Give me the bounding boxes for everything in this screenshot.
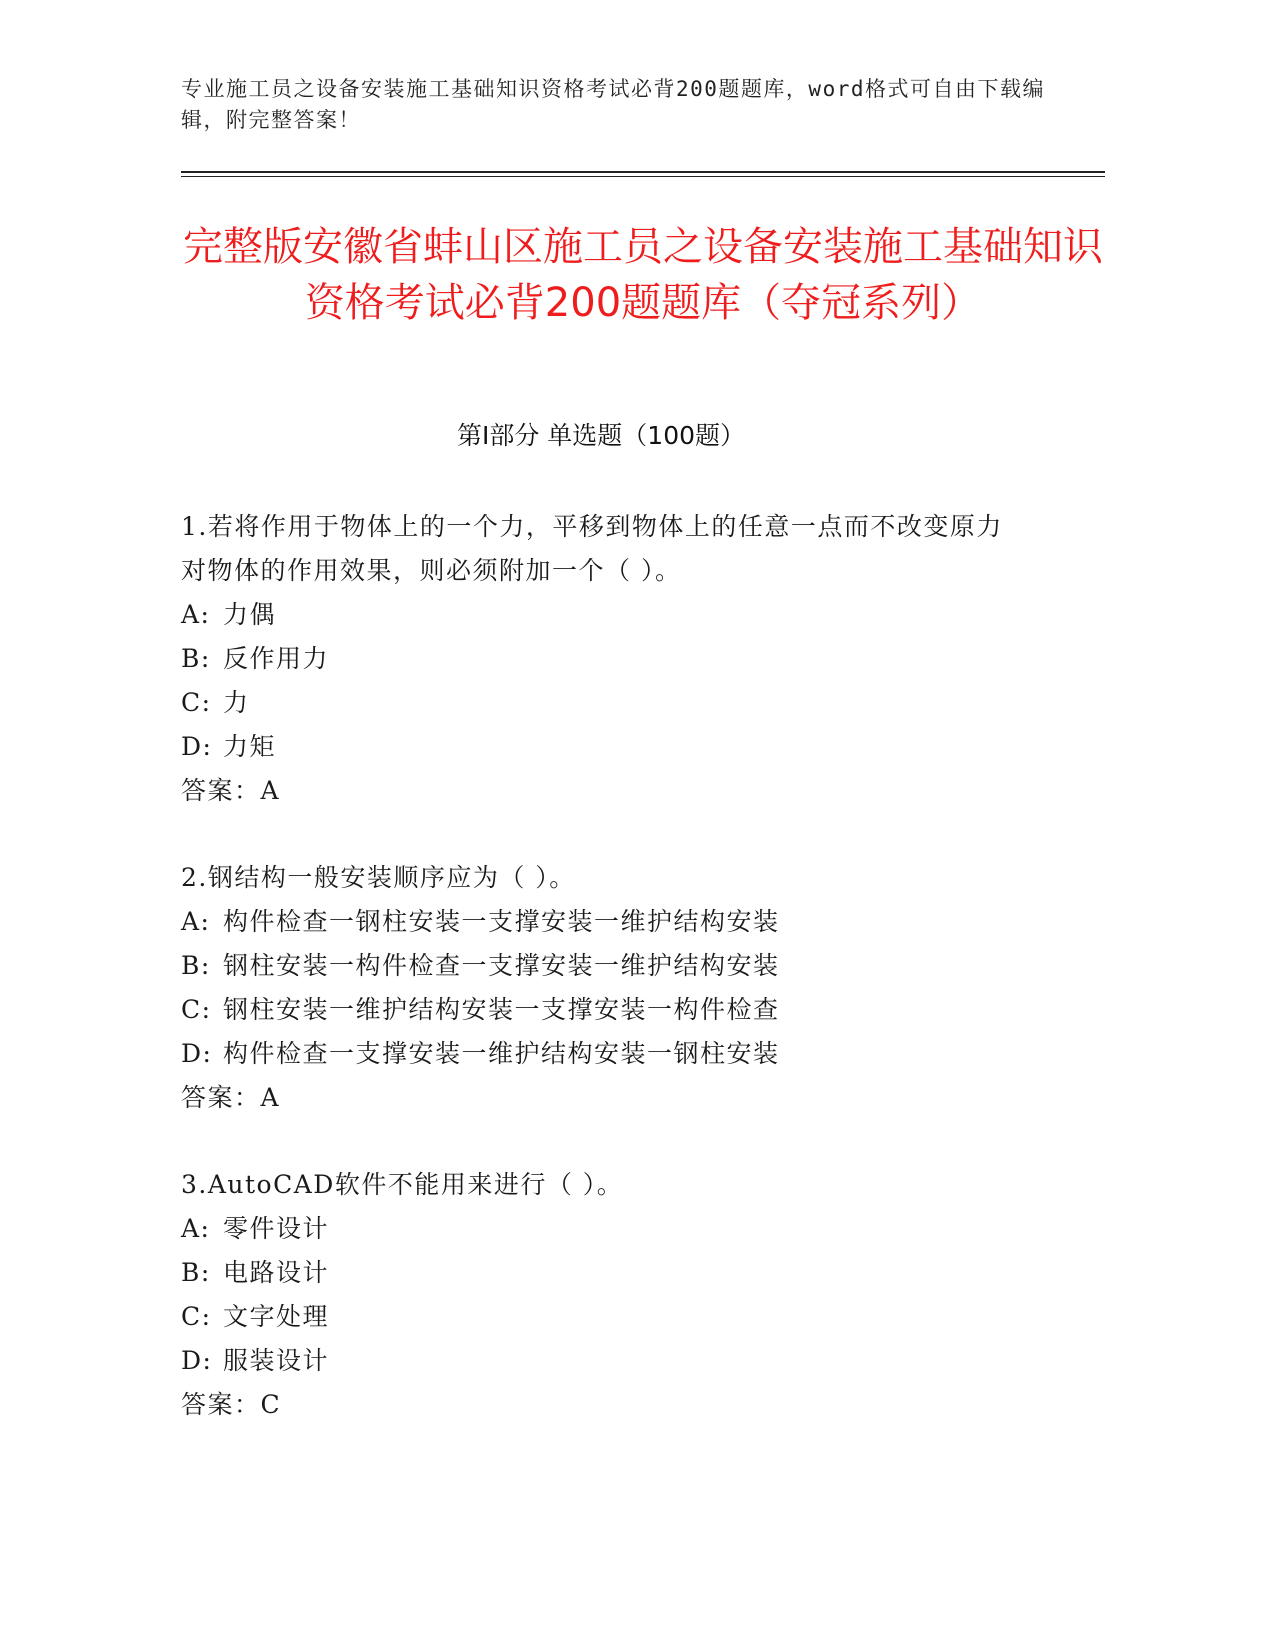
- option-d: [181, 1339, 1061, 1383]
- question-2: [181, 856, 1061, 1120]
- option-letter: C:: [181, 995, 212, 1024]
- option-letter: B:: [181, 1258, 211, 1287]
- option-letter: D:: [181, 732, 213, 761]
- answer-label: 答案：: [181, 1390, 261, 1419]
- answer-value: A: [260, 776, 281, 805]
- answer-value: A: [260, 1083, 281, 1112]
- option-c: [181, 681, 1061, 725]
- option-letter: D:: [181, 1346, 213, 1375]
- question-stem: 3.AutoCAD软件不能用来进行（ ）。: [181, 1170, 624, 1199]
- header-note: 专业施工员之设备安装施工基础知识资格考试必背200题题库，word格式可自由下载编辑，附完整答案！: [181, 77, 1045, 132]
- option-d: [181, 1032, 1061, 1076]
- option-letter: A:: [181, 907, 211, 936]
- option-text: 服装设计: [223, 1346, 330, 1375]
- option-c: [181, 1295, 1061, 1339]
- option-letter: B:: [181, 951, 211, 980]
- option-letter: A:: [181, 600, 211, 629]
- option-text: 构件检查一支撑安装一维护结构安装一钢柱安装: [223, 1039, 780, 1068]
- document-title: 完整版安徽省蚌山区施工员之设备安装施工基础知识资格考试必背200题题库（夺冠系列）: [183, 224, 1103, 326]
- answer-label: 答案：: [181, 1083, 261, 1112]
- answer-value: C: [260, 1390, 282, 1419]
- option-letter: D:: [181, 1039, 213, 1068]
- section-title: 第Ⅰ部分 单选题（100题）: [456, 421, 746, 450]
- option-letter: A:: [181, 1214, 211, 1243]
- option-letter: B:: [181, 644, 211, 673]
- answer-line: [181, 1383, 1061, 1427]
- option-letter: C:: [181, 1302, 212, 1331]
- option-d: [181, 725, 1061, 769]
- option-text: 钢柱安装一构件检查一支撑安装一维护结构安装: [223, 951, 780, 980]
- header-rule-thin: [181, 176, 1105, 177]
- option-b: [181, 637, 1061, 681]
- option-text: 力: [223, 688, 250, 717]
- option-b: [181, 944, 1061, 988]
- option-text: 电路设计: [223, 1258, 330, 1287]
- option-a: [181, 900, 1061, 944]
- answer-line: [181, 1076, 1061, 1120]
- option-text: 反作用力: [223, 644, 330, 673]
- option-text: 钢柱安装一维护结构安装一支撑安装一构件检查: [223, 995, 780, 1024]
- option-text: 零件设计: [223, 1214, 330, 1243]
- answer-label: 答案：: [181, 776, 261, 805]
- option-text: 力偶: [223, 600, 277, 629]
- option-text: 力矩: [223, 732, 277, 761]
- question-1: [181, 505, 1061, 813]
- option-text: 文字处理: [223, 1302, 330, 1331]
- question-list: [181, 505, 1061, 1470]
- question-3: [181, 1163, 1061, 1427]
- option-c: [181, 988, 1061, 1032]
- header-rule-thick: [181, 171, 1105, 173]
- question-stem: 2.钢结构一般安装顺序应为（ ）。: [181, 863, 576, 892]
- option-letter: C:: [181, 688, 212, 717]
- answer-line: [181, 769, 1061, 813]
- question-stem: 1.若将作用于物体上的一个力，平移到物体上的任意一点而不改变原力对物体的作用效果，则必须附加一个（ ）。: [181, 512, 1003, 585]
- option-a: [181, 593, 1061, 637]
- option-text: 构件检查一钢柱安装一支撑安装一维护结构安装: [223, 907, 780, 936]
- option-b: [181, 1251, 1061, 1295]
- option-a: [181, 1207, 1061, 1251]
